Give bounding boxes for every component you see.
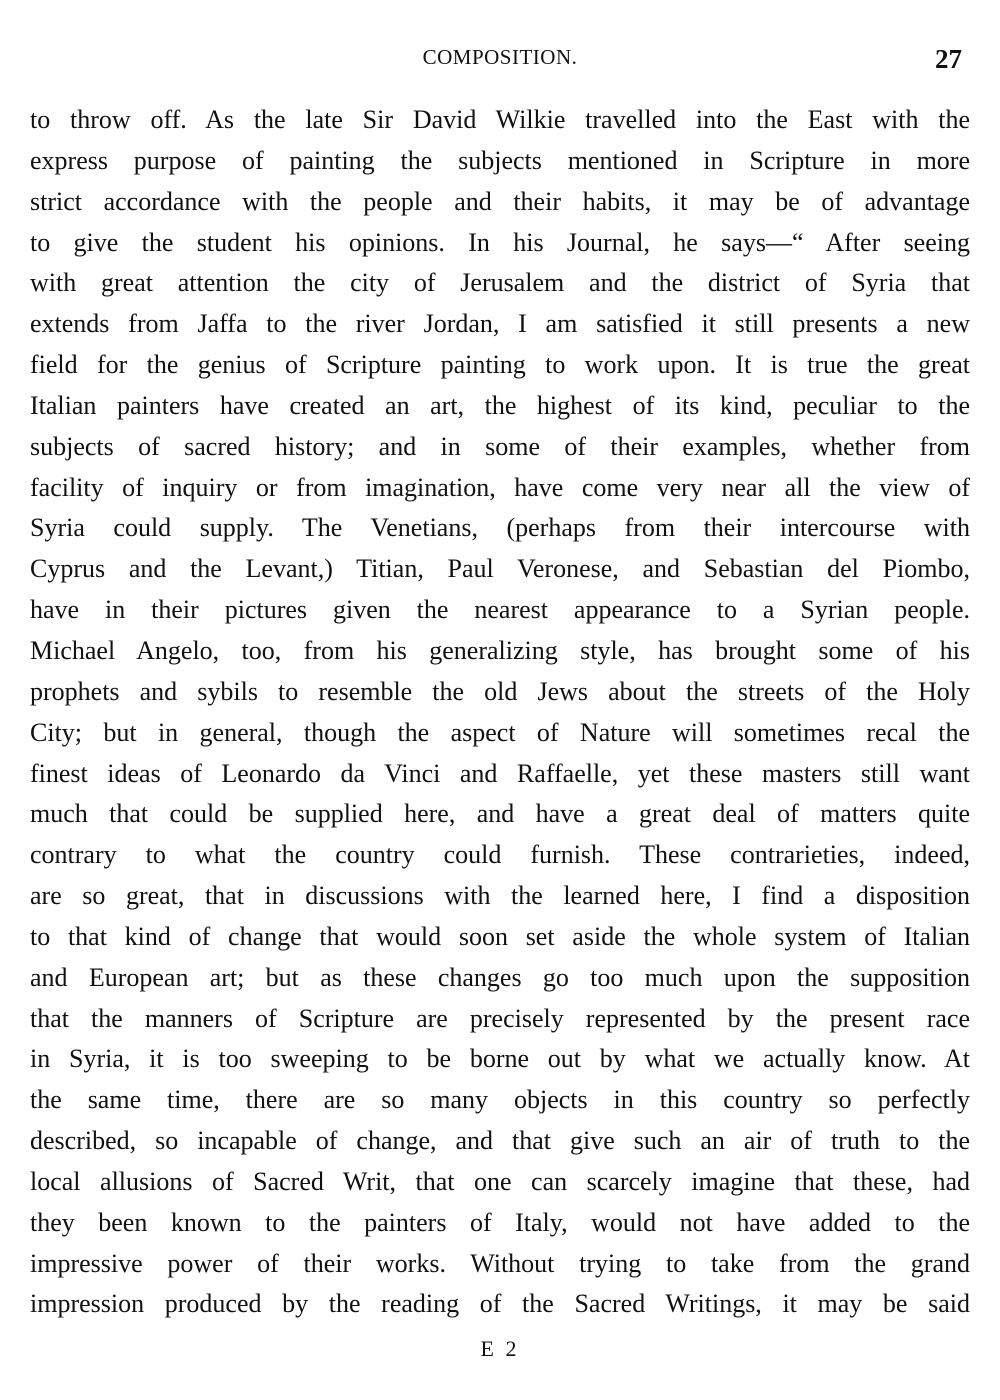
text-line: Italian painters have created an art, the highest of its kind, peculiar to the (30, 390, 970, 420)
text-line: the same time, there are so many objects in this country so perfectly (30, 1085, 970, 1115)
text-line: described, so incapable of change, and that give such an air of truth to the (30, 1126, 970, 1156)
page-number: 27 (935, 44, 962, 74)
signature-mark: E 2 (480, 1336, 520, 1361)
text-line: that the manners of Scripture are precisely represented by the present race (30, 1003, 970, 1033)
text-line: extends from Jaffa to the river Jordan, I am satisfied it still presents a new (30, 309, 970, 339)
text-line: to give the student his opinions. In his Journal, he says—“ After seeing (30, 227, 970, 257)
text-line: to that kind of change that would soon set aside the whole system of Italian (30, 921, 970, 951)
text-line: field for the genius of Scripture painting to work upon. It is true the great (30, 350, 970, 380)
body-text (30, 100, 970, 1325)
text-line: in Syria, it is too sweeping to be borne out by what we actually know. At (30, 1044, 970, 1074)
text-line: contrary to what the country could furnish. These contrarieties, indeed, (30, 840, 970, 870)
text-line: finest ideas of Leonardo da Vinci and Raffaelle, yet these masters still want (30, 758, 970, 788)
text-line: they been known to the painters of Italy, would not have added to the (30, 1207, 970, 1237)
text-line: impression produced by the reading of the Sacred Writings, it may be said (30, 1289, 970, 1319)
running-title: COMPOSITION. (422, 45, 578, 69)
text-line: Cyprus and the Levant,) Titian, Paul Veronese, and Sebastian del Piombo, (30, 554, 970, 584)
text-line: City; but in general, though the aspect of Nature will sometimes recal the (30, 717, 970, 747)
running-head (0, 42, 1000, 72)
text-line: Michael Angelo, too, from his generalizing style, has brought some of his (30, 635, 970, 665)
text-line: to throw off. As the late Sir David Wilkie travelled into the East with the (30, 105, 970, 134)
text-line: much that could be supplied here, and have a great deal of matters quite (30, 799, 970, 829)
text-line: prophets and sybils to resemble the old Jews about the streets of the Holy (30, 676, 970, 706)
text-line: strict accordance with the people and their habits, it may be of advantage (30, 186, 970, 216)
text-line: and European art; but as these changes go too much upon the supposition (30, 962, 970, 992)
text-line: facility of inquiry or from imagination, have come very near all the view of (30, 472, 970, 502)
text-line: express purpose of painting the subjects mentioned in Scripture in more (30, 145, 970, 175)
text-line: impressive power of their works. Without trying to take from the grand (30, 1248, 970, 1278)
text-line: local allusions of Sacred Writ, that one can scarcely imagine that these, had (30, 1166, 970, 1196)
text-line: Syria could supply. The Venetians, (perhaps from their intercourse with (30, 513, 970, 543)
text-line: subjects of sacred history; and in some of their examples, whether from (30, 431, 970, 461)
text-line: are so great, that in discussions with the learned here, I find a disposition (30, 881, 970, 911)
text-line: with great attention the city of Jerusalem and the district of Syria that (30, 268, 970, 298)
text-line: have in their pictures given the nearest appearance to a Syrian people. (30, 595, 970, 625)
